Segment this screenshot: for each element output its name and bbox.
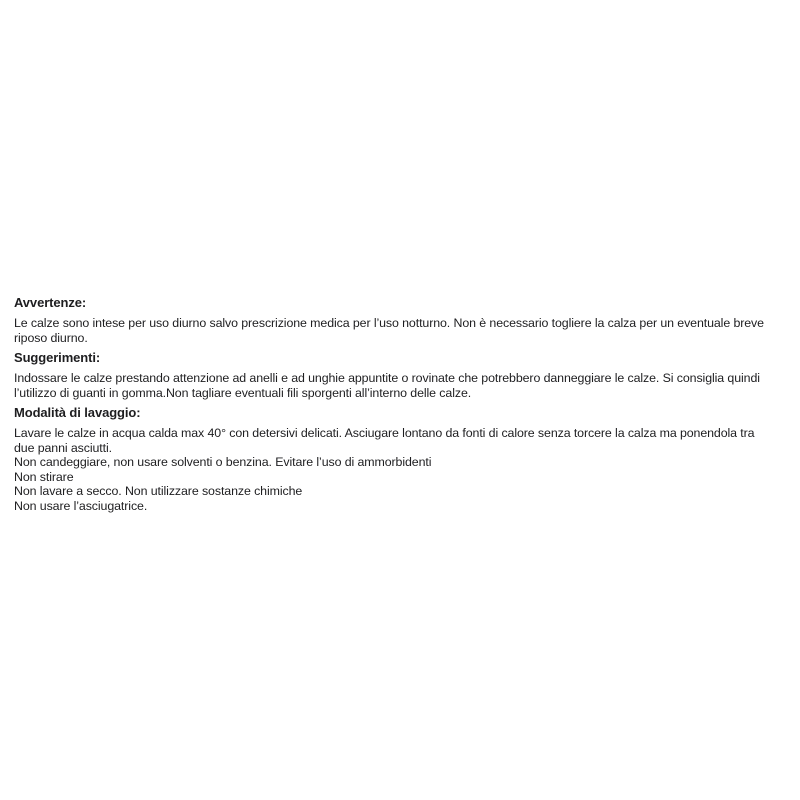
text-line: Non lavare a secco. Non utilizzare sostanze chimiche (14, 484, 303, 498)
section-heading-modalita-di-lavaggio: Modalità di lavaggio: (14, 405, 141, 420)
section-body-avvertenze (14, 316, 792, 345)
text-line: due panni asciutti. (14, 440, 112, 455)
section-body-suggerimenti (14, 371, 792, 400)
section-heading-suggerimenti: Suggerimenti: (14, 350, 101, 365)
section-avvertenze (14, 295, 792, 345)
section-suggerimenti (14, 350, 792, 400)
text-line: Non usare l’asciugatrice. (14, 498, 148, 513)
section-heading-avvertenze: Avvertenze: (14, 295, 87, 310)
text-line: Lavare le calze in acqua calda max 40° con detersivi delicati. Asciugare lontano da fonti di calore senza torcere la calza ma ponendola tra (14, 426, 755, 440)
text-line: Indossare le calze prestando attenzione ad anelli e ad unghie appuntite o rovinate che potrebbero danneggiare le calze. Si consiglia quindi (14, 371, 760, 385)
section-body-modalita-di-lavaggio (14, 426, 792, 513)
text-line: riposo diurno. (14, 330, 88, 345)
section-modalita-di-lavaggio (14, 405, 792, 513)
care-instructions-block (14, 295, 792, 518)
text-line: Non candeggiare, non usare solventi o benzina. Evitare l’uso di ammorbidenti (14, 455, 432, 469)
text-line: Non stirare (14, 469, 74, 484)
text-line: l’utilizzo di guanti in gomma.Non tagliare eventuali fili sporgenti all’interno delle calze. (14, 385, 472, 400)
text-line: Le calze sono intese per uso diurno salvo prescrizione medica per l’uso notturno. Non è necessario togliere la calza per un eventuale breve (14, 316, 764, 330)
